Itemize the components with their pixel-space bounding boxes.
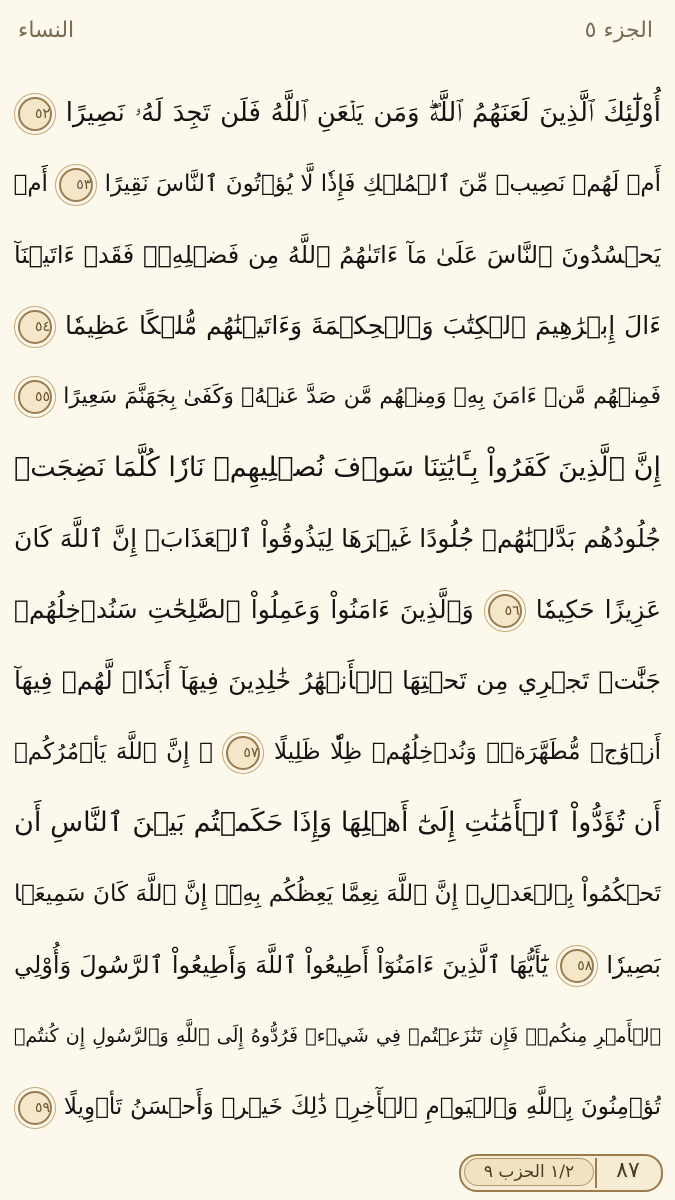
verse-line: [14, 859, 661, 929]
verse-number-marker: ٥٢: [18, 97, 52, 131]
footer-divider: [595, 1158, 597, 1188]
verse-line: [14, 78, 661, 148]
verse-text: ٱلۡأَمۡرِ مِنكُمۡۖ فَإِن تَنَٰزَعۡتُمۡ فِي شَيۡءٖ فَرُدُّوهُ إِلَى ٱللَّهِ وَٱلرَّسُولِ إِن كُنتُمۡ: [14, 1025, 661, 1047]
verse-line: [14, 149, 661, 219]
verse-text-continued: وَٱلَّذِينَ ءَامَنُواْ وَعَمِلُواْ ٱلصَّٰلِحَٰتِ سَنُدۡخِلُهُمۡ: [14, 595, 474, 624]
verse-line: [14, 362, 661, 432]
verse-text: يَحۡسُدُونَ ٱلنَّاسَ عَلَىٰ مَآ ءَاتَىٰهُمُ ٱللَّهُ مِن فَضۡلِهِۦۖ فَقَدۡ ءَاتَيۡنَآ: [14, 241, 661, 269]
verse-text: جُلُودُهُم بَدَّلۡنَٰهُمۡ جُلُودًا غَيۡرَهَا لِيَذُوقُواْ ٱلۡعَذَابَۗ إِنَّ ٱللَّهَ كَانَ: [14, 524, 661, 553]
verse-line: [14, 220, 661, 290]
verse-line: [14, 291, 661, 361]
verse-line: [14, 788, 661, 858]
verse-number-marker: ٥٧: [226, 736, 260, 770]
verse-text: عَزِيزًا حَكِيمٗا: [535, 595, 661, 624]
verse-text: أَزۡوَٰجٞ مُّطَهَّرَةٞۖ وَنُدۡخِلُهُمۡ ظِلّٗا ظَلِيلًا: [274, 739, 661, 765]
verse-number-marker: ٥٣: [59, 168, 93, 202]
verse-text: أَن تُؤَدُّواْ ٱلۡأَمَٰنَٰتِ إِلَىٰٓ أَهۡلِهَا وَإِذَا حَكَمۡتُم بَيۡنَ ٱلنَّاسِ أَن: [14, 807, 661, 838]
page-header: [0, 0, 675, 62]
verse-number-marker: ٥٥: [18, 380, 52, 414]
page-number: ٨٧: [616, 1158, 640, 1183]
verse-text: أُوْلَٰٓئِكَ ٱلَّذِينَ لَعَنَهُمُ ٱللَّهُۖ وَمَن يَلۡعَنِ ٱللَّهُ فَلَن تَجِدَ لَهُۥ نَصِيرًا: [65, 98, 661, 128]
verse-text: فَمِنۡهُم مَّنۡ ءَامَنَ بِهِۦ وَمِنۡهُم مَّن صَدَّ عَنۡهُۚ وَكَفَىٰ بِجَهَنَّمَ سَعِيرًا: [63, 384, 661, 409]
verse-text: جَنَّٰتٖ تَجۡرِي مِن تَحۡتِهَا ٱلۡأَنۡهَٰرُ خَٰلِدِينَ فِيهَآ أَبَدٗاۖ لَّهُمۡ فِيهَآ: [14, 666, 661, 695]
verse-text: تَحۡكُمُواْ بِٱلۡعَدۡلِۚ إِنَّ ٱللَّهَ نِعِمَّا يَعِظُكُم بِهِۦٓۗ إِنَّ ٱللَّهَ كَانَ سَمِيعَۢا: [14, 881, 661, 907]
verse-text: ءَالَ إِبۡرَٰهِيمَ ٱلۡكِتَٰبَ وَٱلۡحِكۡمَةَ وَءَاتَيۡنَٰهُم مُّلۡكًا عَظِيمٗا: [65, 311, 661, 340]
verse-number-marker: ٥٩: [18, 1091, 52, 1125]
verse-line: [14, 575, 661, 645]
verse-text: أَمۡ لَهُمۡ نَصِيبٞ مِّنَ ٱلۡمُلۡكِ فَإِذٗا لَّا يُؤۡتُونَ ٱلنَّاسَ نَقِيرًا: [104, 171, 661, 197]
juz-label: الجزء ٥: [584, 18, 653, 43]
surah-name: النساء: [18, 18, 75, 43]
page-footer: [0, 1150, 675, 1200]
verse-text: إِنَّ ٱلَّذِينَ كَفَرُواْ بِـَٔايَٰتِنَا سَوۡفَ نُصۡلِيهِمۡ نَارٗا كُلَّمَا نَضِجَتۡ: [14, 452, 661, 483]
verse-line: [14, 1001, 661, 1071]
verse-text: بَصِيرٗا: [606, 951, 661, 979]
hizb-indicator: ١/٢ الحزب ٩: [464, 1158, 594, 1186]
verse-text-continued: يَٰٓأَيُّهَا ٱلَّذِينَ ءَامَنُوٓاْ أَطِيعُواْ ٱللَّهَ وَأَطِيعُواْ ٱلرَّسُولَ وَأُوْلِي: [14, 951, 549, 979]
verse-number-marker: ٥٨: [560, 949, 594, 983]
verse-line: [14, 646, 661, 716]
verses-block: [14, 78, 661, 1148]
verse-number-marker: ٥٤: [18, 310, 52, 344]
verse-line: [14, 504, 661, 574]
verse-line: [14, 1072, 661, 1142]
verse-text-continued: أَمۡ: [14, 171, 48, 197]
verse-line: [14, 433, 661, 503]
verse-line: [14, 930, 661, 1000]
verse-number-marker: ٥٦: [488, 594, 522, 628]
verse-text-continued: ۞ إِنَّ ٱللَّهَ يَأۡمُرُكُمۡ: [14, 739, 213, 765]
verse-line: [14, 717, 661, 787]
verse-text: تُؤۡمِنُونَ بِٱللَّهِ وَٱلۡيَوۡمِ ٱلۡأٓخِرِۚ ذَٰلِكَ خَيۡرٞ وَأَحۡسَنُ تَأۡوِيلًا: [63, 1094, 661, 1120]
